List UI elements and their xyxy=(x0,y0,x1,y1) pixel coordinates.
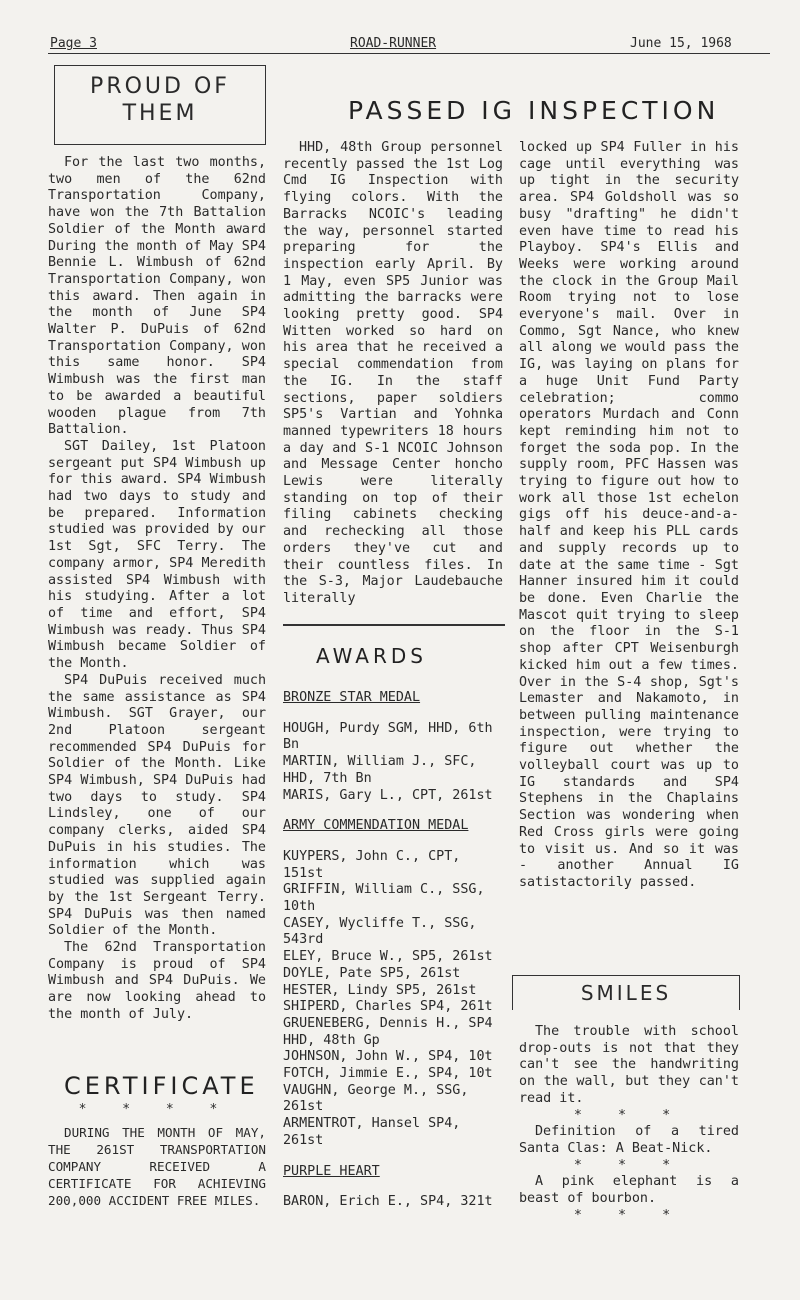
award-entry: ARMENTROT, Hansel SP4, xyxy=(283,1116,461,1132)
awards-list xyxy=(283,690,503,1211)
inspection-text-a: HHD, 48th Group personnel recently passed the 1st Log Cmd IG Inspection with flying colors. With the Barracks NCOIC's leading the way, personnel started preparing for the inspection early April. By 1 May, even SP5 Junior was admitting the barracks were looking pretty good. SP4 Witten worked so hard on his area that he received a special commendation from the IG. In the staff sections, paper soldiers SP5's Vartian and Yohnka manned typewriters 18 hours a day and S-1 NCOIC Johnson and Message Center honcho Lewis were literally standing on top of their filing cabinets checking and rechecking all those orders they've cut and their countless files. In the S-3, Major Laudebauche literally xyxy=(283,140,503,606)
smiles-jokes xyxy=(519,1024,739,1224)
award-entry: SHIPERD, Charles SP4, 261t xyxy=(283,999,493,1015)
awards-divider xyxy=(283,624,505,626)
proud-heading-line2: THEM xyxy=(122,101,198,126)
inspection-column-b xyxy=(519,140,739,892)
page-number: Page 3 xyxy=(50,36,97,51)
award-entry: 261st xyxy=(283,1132,324,1148)
award-entry: HHD, 48th Gp xyxy=(283,1032,380,1048)
proud-article xyxy=(48,155,266,1024)
award-entry: VAUGHN, George M., SSG, xyxy=(283,1082,469,1098)
award-entry: 261st xyxy=(283,1099,324,1115)
award-entry: ELEY, Bruce W., SP5, 261st xyxy=(283,949,493,965)
joke-separator: * * * xyxy=(573,1107,685,1123)
joke-separator: * * * xyxy=(573,1207,685,1223)
purple-heart-title: PURPLE HEART xyxy=(283,1163,380,1179)
smiles-heading-box xyxy=(512,975,740,1010)
joke-1: The trouble with school drop-outs is not that they can't see the handwriting on the wall, but they can't read it. xyxy=(519,1024,739,1106)
bronze-star-title: BRONZE STAR MEDAL xyxy=(283,690,421,705)
award-entry: 151st xyxy=(283,865,324,881)
joke-3: A pink elephant is a beast of bourbon. xyxy=(519,1174,739,1207)
award-entry: HESTER, Lindy SP5, 261st xyxy=(283,982,477,998)
award-entry: MARTIN, William J., SFC, xyxy=(283,754,477,770)
award-entry: CASEY, Wycliffe T., SSG, xyxy=(283,915,477,931)
award-entry: GRIFFIN, William C., SSG, xyxy=(283,882,485,898)
joke-separator: * * * xyxy=(573,1157,685,1173)
inspection-column-a xyxy=(283,140,503,608)
masthead-rule xyxy=(48,53,770,54)
inspection-heading: PASSED IG INSPECTION xyxy=(348,96,720,125)
commendation-medal-title: ARMY COMMENDATION MEDAL xyxy=(283,818,469,834)
proud-paragraph-1: For the last two months, two men of the 62nd Transportation Company, have won the 7th Battalion Soldier of the Month award During the month of May SP4 Bennie L. Wimbush of 62nd Transportation Company, won this award. Then again in the month of June SP4 Walter P. DuPuis of 62nd Transportation Company, won this same honor. SP4 Wimbush was the first man to be awarded a beautiful wooden plague from 7th Battalion. xyxy=(48,155,266,438)
proud-heading-box xyxy=(54,65,266,145)
award-entry: GRUENEBERG, Dennis H., SP4 xyxy=(283,1015,493,1031)
joke-2: Definition of a tired Santa Clas: A Beat-Nick. xyxy=(519,1124,739,1156)
certificate-text: DURING THE MONTH OF MAY, THE 261ST TRANSPORTATION COMPANY RECEIVED A CERTIFICATE FOR ACHIEVING 200,000 ACCIDENT FREE MILES. xyxy=(48,1125,266,1208)
proud-heading-line1: PROUD OF xyxy=(90,74,230,99)
proud-paragraph-2: SGT Dailey, 1st Platoon sergeant put SP4 Wimbush up for this award. SP4 Wimbush had two days to study and be prepared. Information studied was provided by our 1st Sgt, SFC Terry. The company armor, SP4 Meredith assisted SP4 Wimbush with his studying. After a lot of time and effort, SP4 Wimbush was ready. Thus SP4 Wimbush became Soldier of the Month. xyxy=(48,438,266,672)
award-entry: 543rd xyxy=(283,932,324,948)
award-entry: HHD, 7th Bn xyxy=(283,770,372,786)
award-entry: FOTCH, Jimmie E., SP4, 10t xyxy=(283,1066,493,1082)
award-entry: DOYLE, Pate SP5, 261st xyxy=(283,965,461,981)
inspection-text-b: locked up SP4 Fuller in his cage until everything was up tight in the security area. SP4 Goldsholl was so busy "drafting" he didn't even have time to read his Playboy. SP4's Ellis and Weeks were working around the clock in the Group Mail Room trying not to lose everyone's mail. Over in Commo, Sgt Nance, who knew all along we would pass the IG, was laying on plans for a huge Unit Fund Party celebration; commo operators Murdach and Conn kept reminding him not to forget the soda pop. In the supply room, PFC Hassen was trying to figure out how to work all those 1st echelon gigs off his deuce-and-a-half and keep his PLL cards and supply records up to date at the same time - Sgt Hanner insured him it could be done. Even Charlie the Mascot quit trying to sleep on the floor in the S-1 shop after CPT Weisenburgh kicked him out a few times. Over in the S-4 shop, Sgt's Lemaster and Nakamoto, in between pulling maintenance inspection, were trying to figure out whether the volleyball court was up to IG standards and SP4 Stephens in the Chaplains Section was wondering when Red Cross girls were going to visit us. And so it was - another Annual IG satistactorily passed. xyxy=(519,140,739,890)
smiles-heading: SMILES xyxy=(580,981,672,1005)
newspaper-name: ROAD-RUNNER xyxy=(350,36,437,51)
certificate-heading: CERTIFICATE xyxy=(64,1072,259,1100)
issue-date: June 15, 1968 xyxy=(630,36,732,51)
award-entry: MARIS, Gary L., CPT, 261st xyxy=(283,787,493,803)
awards-heading: AWARDS xyxy=(316,644,427,668)
proud-paragraph-3: SP4 DuPuis received much the same assistance as SP4 Wimbush. SGT Grayer, our 2nd Platoon sergeant recommended SP4 DuPuis for Soldier of the Month. Like SP4 Wimbush, SP4 DuPuis had two days to study. SP4 Lindsley, one of our company clerks, aided SP4 DuPuis in his studies. The information which was studied was supplied again by the 1st Sergeant Terry. SP4 DuPuis was then named Soldier of the Month. xyxy=(48,672,266,939)
award-entry: KUYPERS, John C., CPT, xyxy=(283,848,461,864)
award-entry: BARON, Erich E., SP4, 321t xyxy=(283,1194,493,1210)
certificate-stars: * * * * xyxy=(78,1102,232,1117)
proud-paragraph-4: The 62nd Transportation Company is proud of SP4 Wimbush and SP4 DuPuis. We are now looking ahead to the month of July. xyxy=(48,940,266,1022)
certificate-text-block xyxy=(48,1124,266,1209)
award-entry: HOUGH, Purdy SGM, HHD, 6th xyxy=(283,720,493,736)
award-entry: JOHNSON, John W., SP4, 10t xyxy=(283,1049,493,1065)
award-entry: 10th xyxy=(283,899,316,915)
award-entry: Bn xyxy=(283,737,300,753)
